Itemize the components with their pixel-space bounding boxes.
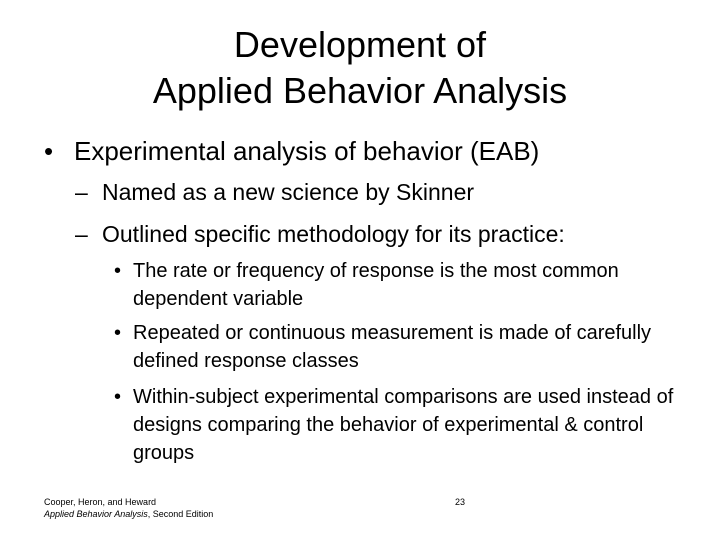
footer-book-title: Applied Behavior Analysis — [44, 509, 148, 519]
sub-bullet — [75, 177, 474, 207]
slide-title-line-1: Development of — [233, 24, 487, 65]
main-bullet — [44, 134, 539, 168]
dash-marker: – — [75, 221, 88, 247]
sub-bullet-text: Outlined specific methodology for its practice: — [102, 221, 565, 247]
footer-source — [44, 496, 213, 520]
footer-authors: Cooper, Heron, and Heward — [44, 497, 157, 507]
bullet-marker: • — [114, 386, 122, 408]
sub-bullet — [75, 219, 565, 249]
sub-bullet-text: Named as a new science by Skinner — [102, 179, 475, 205]
bullet-marker: • — [44, 136, 54, 166]
bullet-marker: • — [114, 322, 122, 344]
page-number: 23 — [455, 497, 466, 507]
slide-title-line-2: Applied Behavior Analysis — [152, 70, 568, 111]
sub-sub-bullet — [114, 383, 684, 467]
sub-sub-bullet-text: Repeated or continuous measurement is made of carefully defined response classes — [133, 322, 652, 372]
sub-sub-bullet-text: The rate or frequency of response is the most common dependent variable — [133, 260, 619, 310]
bullet-marker: • — [114, 260, 122, 282]
footer-book-line — [44, 508, 213, 520]
sub-sub-bullet — [114, 257, 684, 313]
footer-edition: , Second Edition — [147, 509, 214, 519]
sub-sub-bullet — [114, 319, 684, 375]
main-bullet-text: Experimental analysis of behavior (EAB) — [74, 136, 540, 166]
sub-sub-bullet-text: Within-subject experimental comparisons are used instead of designs comparing the behavior of experimental & control groups — [133, 386, 674, 464]
dash-marker: – — [75, 179, 88, 205]
